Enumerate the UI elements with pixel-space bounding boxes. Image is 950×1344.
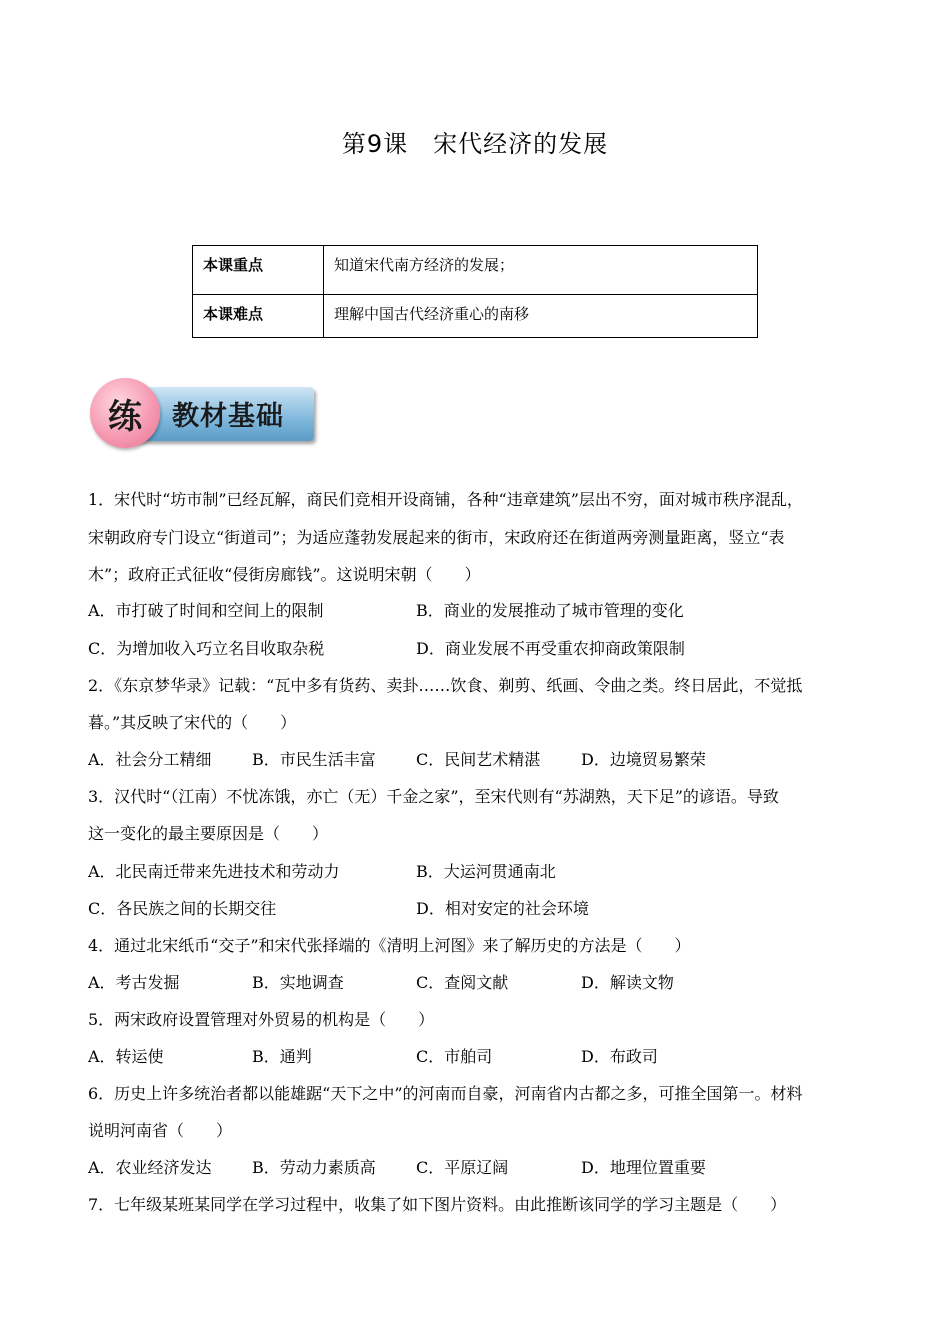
table-row [193,246,758,295]
q5-option-a[interactable]: A．转运使 [88,1047,164,1066]
difficulty-value: 理解中国古代经济重心的南移 [324,295,758,338]
q5-option-c[interactable]: C．市舶司 [416,1047,493,1066]
q2-option-d[interactable]: D．边境贸易繁荣 [581,750,706,769]
q1-option-c[interactable]: C．为增加收入巧立名目收取杂税 [88,639,325,658]
table-row [193,295,758,338]
question-4-line-1: 4．通过北宋纸币“交子”和宋代张择端的《清明上河图》来了解历史的方法是（ ） [88,936,691,955]
question-2-line-1: 2．《东京梦华录》记载：“瓦中多有货药、卖卦……饮食、剃剪、纸画、令曲之类。终日居此，不觉抵 [88,676,803,695]
q3-option-d[interactable]: D．相对安定的社会环境 [416,899,589,918]
q1-option-b[interactable]: B．商业的发展推动了城市管理的变化 [416,601,684,620]
q4-option-a[interactable]: A．考古发掘 [88,973,180,992]
q1-option-d[interactable]: D．商业发展不再受重农抑商政策限制 [416,639,685,658]
q3-option-b[interactable]: B．大运河贯通南北 [416,862,556,881]
question-1-line-1: 1．宋代时“坊市制”已经瓦解，商民们竞相开设商铺，各种“违章建筑”层出不穷，面对城市秩序混乱， [88,490,803,509]
key-label: 本课重点 [193,246,324,295]
question-7-line-1: 7．七年级某班某同学在学习过程中，收集了如下图片资料。由此推断该同学的学习主题是（ ） [88,1195,787,1214]
key-points-table [192,245,758,338]
q5-option-d[interactable]: D．布政司 [581,1047,658,1066]
question-3-line-2: 这一变化的最主要原因是（ ） [88,824,329,843]
question-1-line-3: 木”；政府正式征收“侵街房廊钱”。这说明宋朝（ ） [88,565,481,584]
q6-option-b[interactable]: B．劳动力素质高 [252,1158,376,1177]
q6-option-a[interactable]: A．农业经济发达 [88,1158,212,1177]
difficulty-label: 本课难点 [193,295,324,338]
section-title: 教材基础 [172,401,284,432]
q1-option-a[interactable]: A．市打破了时间和空间上的限制 [88,601,324,620]
key-value: 知道宋代南方经济的发展； [324,246,758,295]
q6-option-c[interactable]: C．平原辽阔 [416,1158,509,1177]
section-banner [90,378,316,450]
q4-option-c[interactable]: C．查阅文献 [416,973,509,992]
question-2-line-2: 暮。”其反映了宋代的（ ） [88,713,297,732]
question-6-line-2: 说明河南省（ ） [88,1121,233,1140]
practice-badge: 练 [90,378,160,448]
question-1-line-2: 宋朝政府专门设立“街道司”；为适应蓬勃发展起来的街市，宋政府还在街道两旁测量距离，竖立“表 [88,528,785,547]
q3-option-c[interactable]: C．各民族之间的长期交往 [88,899,277,918]
question-5-line-1: 5．两宋政府设置管理对外贸易的机构是（ ） [88,1010,435,1029]
q6-option-d[interactable]: D．地理位置重要 [581,1158,706,1177]
q4-option-d[interactable]: D．解读文物 [581,973,674,992]
q2-option-a[interactable]: A．社会分工精细 [88,750,212,769]
question-3-line-1: 3．汉代时“（江南）不忧冻饿，亦亡（无）千金之家”，至宋代则有“苏湖熟，天下足”的谚语。导致 [88,787,779,806]
q4-option-b[interactable]: B．实地调查 [252,973,344,992]
q2-option-c[interactable]: C．民间艺术精湛 [416,750,541,769]
q5-option-b[interactable]: B．通判 [252,1047,312,1066]
q2-option-b[interactable]: B．市民生活丰富 [252,750,376,769]
q3-option-a[interactable]: A．北民南迁带来先进技术和劳动力 [88,862,340,881]
page-title: 第9课 宋代经济的发展 [341,130,609,158]
question-6-line-1: 6．历史上许多统治者都以能雄踞“天下之中”的河南而自豪，河南省内古都之多，可推全国第一。材料 [88,1084,803,1103]
